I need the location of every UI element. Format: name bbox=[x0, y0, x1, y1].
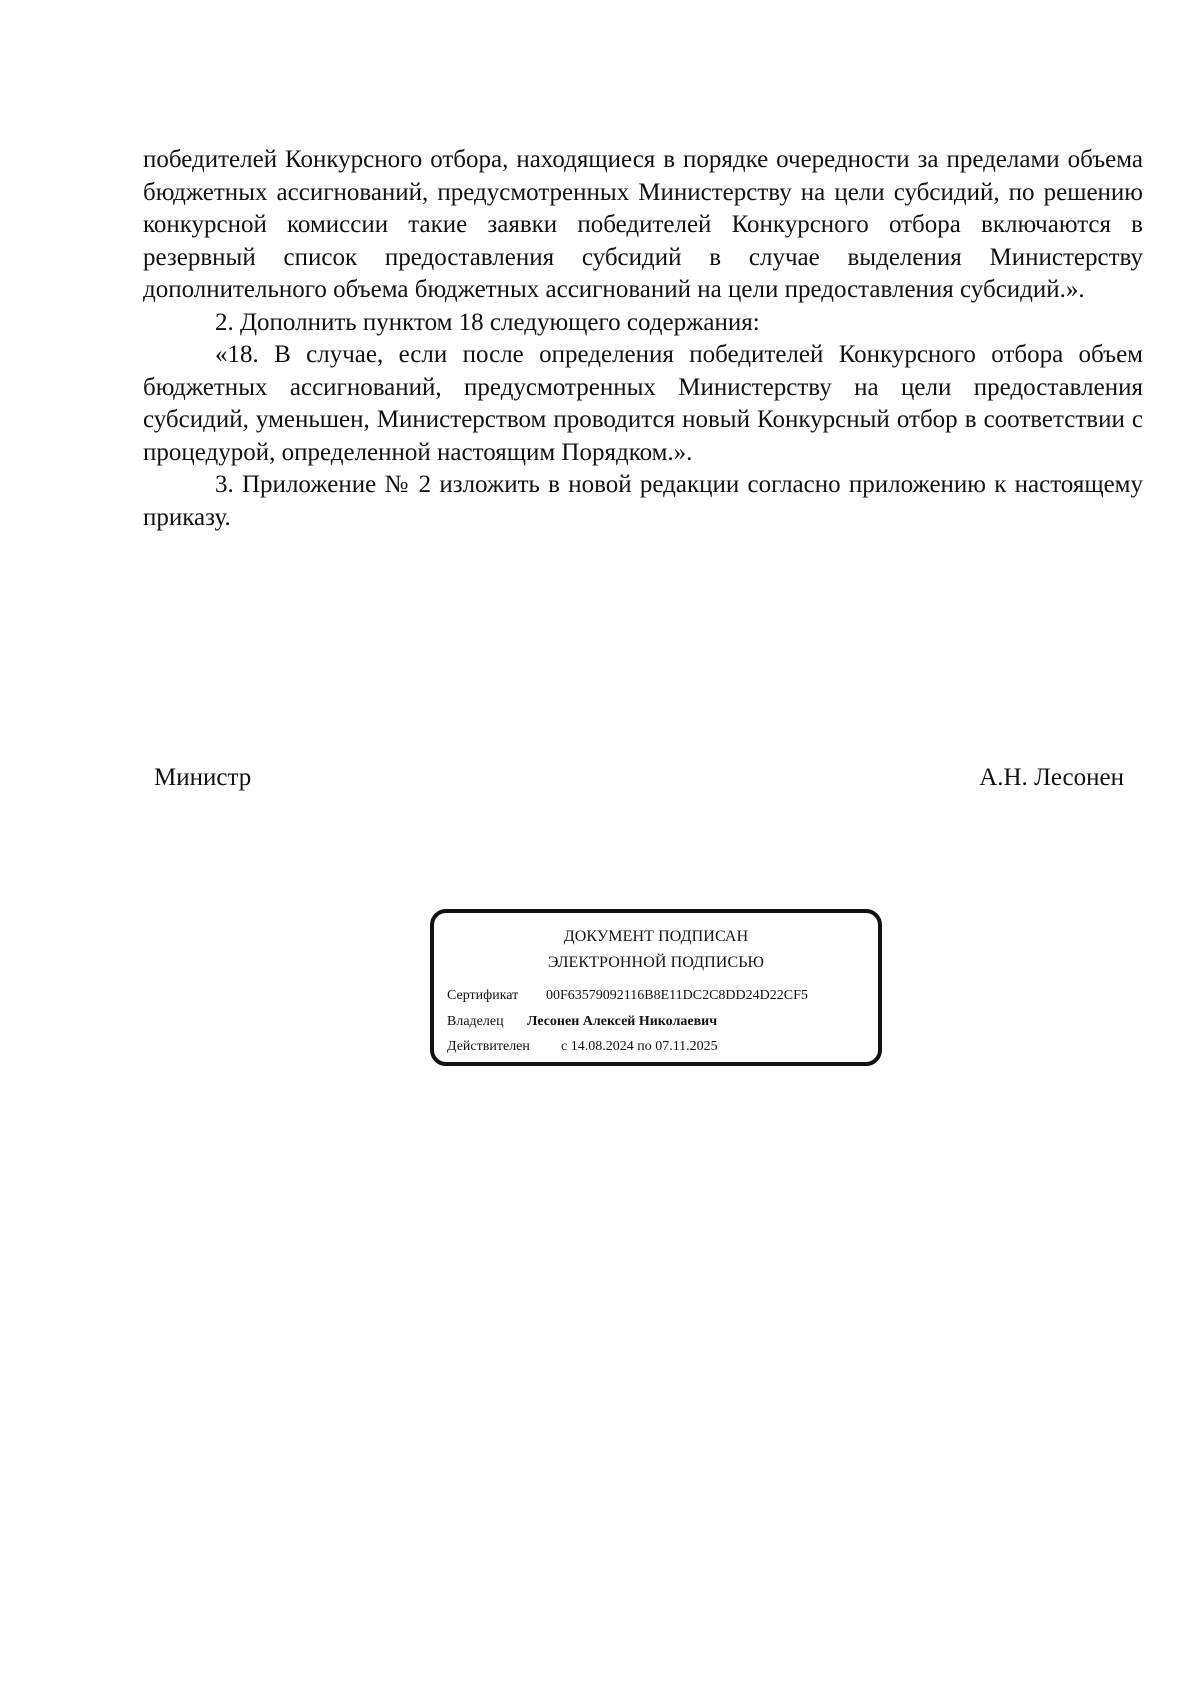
stamp-title-line-1: ДОКУМЕНТ ПОДПИСАН bbox=[563, 928, 749, 945]
signatory-title: Министр bbox=[154, 764, 252, 791]
stamp-title-line-2: ЭЛЕКТРОННОЙ ПОДПИСЬЮ bbox=[547, 954, 765, 971]
stamp-validity-value: с 14.08.2024 по 07.11.2025 bbox=[561, 1039, 718, 1054]
electronic-signature-stamp bbox=[430, 909, 882, 1066]
signatory-name: А.Н. Лесонен bbox=[979, 764, 1124, 791]
paragraph-continuation: победителей Конкурсного отбора, находящиеся в порядке очередности за пределами объема бюджетных ассигнований, предусмотренных Министерству на цели субсидий, по решению конкурсной комиссии такие заявки победителей Конкурсного отбора включаются в резервный список предоставления субсидий в случае выделения Министерству дополнительного объема бюджетных ассигнований на цели предоставления субсидий.». bbox=[143, 146, 1143, 303]
stamp-validity-label: Действителен bbox=[447, 1039, 530, 1054]
stamp-owner-row bbox=[447, 1013, 717, 1031]
paragraph-item-2: 2. Дополнить пунктом 18 следующего содержания: bbox=[215, 308, 760, 336]
stamp-certificate-value: 00F63579092116B8E11DC2C8DD24D22CF5 bbox=[546, 988, 808, 1003]
stamp-certificate-label: Сертификат bbox=[447, 988, 519, 1003]
stamp-validity-row bbox=[447, 1038, 718, 1056]
paragraph-item-3: 3. Приложение № 2 изложить в новой редакции согласно приложению к настоящему приказу. bbox=[143, 471, 1143, 531]
paragraph-item-18-text: «18. В случае, если после определения победителей Конкурсного отбора объем бюджетных ассигнований, предусмотренных Министерству на цели предоставления субсидий, уменьшен, Министерством проводится новый Конкурсный отбор в соответствии с процедурой, определенной настоящим Порядком.». bbox=[143, 341, 1143, 466]
stamp-title bbox=[434, 924, 878, 976]
stamp-certificate-row bbox=[447, 987, 808, 1005]
stamp-owner-value: Лесонен Алексей Николаевич bbox=[527, 1014, 718, 1029]
stamp-owner-label: Владелец bbox=[447, 1014, 504, 1029]
document-body bbox=[143, 144, 1143, 534]
